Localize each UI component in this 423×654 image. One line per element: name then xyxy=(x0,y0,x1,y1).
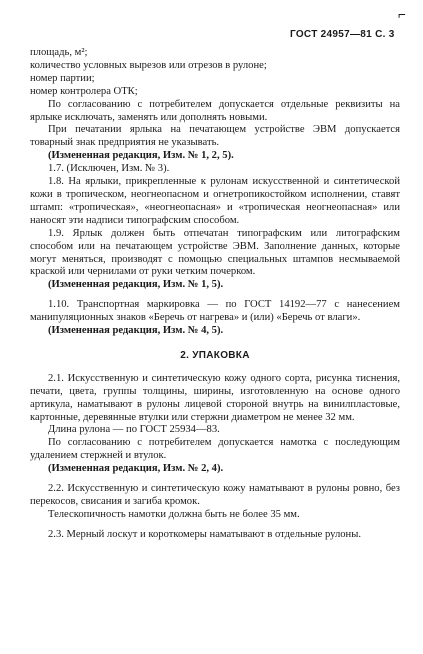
clause-1-10: 1.10. Транспортная маркировка — по ГОСТ 14192—77 с нанесением манипуляционных знаков «Беречь от нагрева» и (или) «Беречь от влаги». xyxy=(30,299,400,324)
text-line: номер партии; xyxy=(30,72,95,84)
text-line: номер контролера ОТК; xyxy=(30,85,138,97)
page-header: ГОСТ 24957—81 С. 3 xyxy=(290,29,395,40)
paragraph: По согласованию с потребителем допускается отдельные реквизиты на ярлыке исключать, заменять или дополнять новыми. xyxy=(30,98,400,123)
paragraph: Телескопичность намотки должна быть не более 35 мм. xyxy=(48,508,300,520)
paragraph: Длина рулона — по ГОСТ 25934—83. xyxy=(48,424,220,436)
text-line: количество условных вырезов или отрезов в рулоне; xyxy=(30,59,267,71)
clause-1-7: 1.7. (Исключен, Изм. № 3). xyxy=(48,163,170,175)
clause-2-2: 2.2. Искусственную и синтетическую кожу наматывают в рулоны ровно, без перекосов, свисания и загиба кромок. xyxy=(30,483,400,507)
revision-note: (Измененная редакция, Изм. № 4, 5). xyxy=(48,325,224,337)
section-title: 2. УПАКОВКА xyxy=(180,349,250,361)
clause-1-8: 1.8. На ярлыки, прикрепленные к рулонам искусственной и синтетической кожи в тропическом, неогнеопасном и огнетропикостойком исполнении, ставят штамп: «тропическая», «неогнеопасная» и «тропическая неогнеопасная» или наносят эти надписи типографским способом. xyxy=(30,176,400,226)
paragraph: По согласованию с потребителем допускается намотка с последующим удалением стержней и втулок. xyxy=(30,437,400,462)
document-body xyxy=(30,47,400,542)
clause-2-1: 2.1. Искусственную и синтетическую кожу одного сорта, рисунка тиснения, печати, цвета, группы толщины, ширины, изготовленную на основе одного артикула, наматывают в рулоны лицевой стороной внутрь на винилпластовые, картонные, деревянные втулки или стержни диаметром не менее 32 мм. xyxy=(30,372,400,423)
clause-1-9: 1.9. Ярлык должен быть отпечатан типографским или литографским способом или на печатающем устройстве ЭВМ. Заполнение данных, которые могут меняться, производят с помощью специальных штампов несмываемой краской или чернилами от руки четким почерком. xyxy=(30,227,400,278)
clause-2-3: 2.3. Мерный лоскут и короткомеры наматывают в отдельные рулоны. xyxy=(48,528,361,540)
revision-note: (Измененная редакция, Изм. № 1, 2, 5). xyxy=(48,150,234,162)
text-line: площадь, м²; xyxy=(30,47,88,58)
revision-note: (Измененная редакция, Изм. № 2, 4). xyxy=(48,463,224,475)
corner-mark: ⌐ xyxy=(398,8,406,23)
revision-note: (Измененная редакция, Изм. № 1, 5). xyxy=(48,279,224,291)
paragraph: При печатании ярлыка на печатающем устройстве ЭВМ допускается товарный знак предприятия не указывать. xyxy=(30,124,400,149)
